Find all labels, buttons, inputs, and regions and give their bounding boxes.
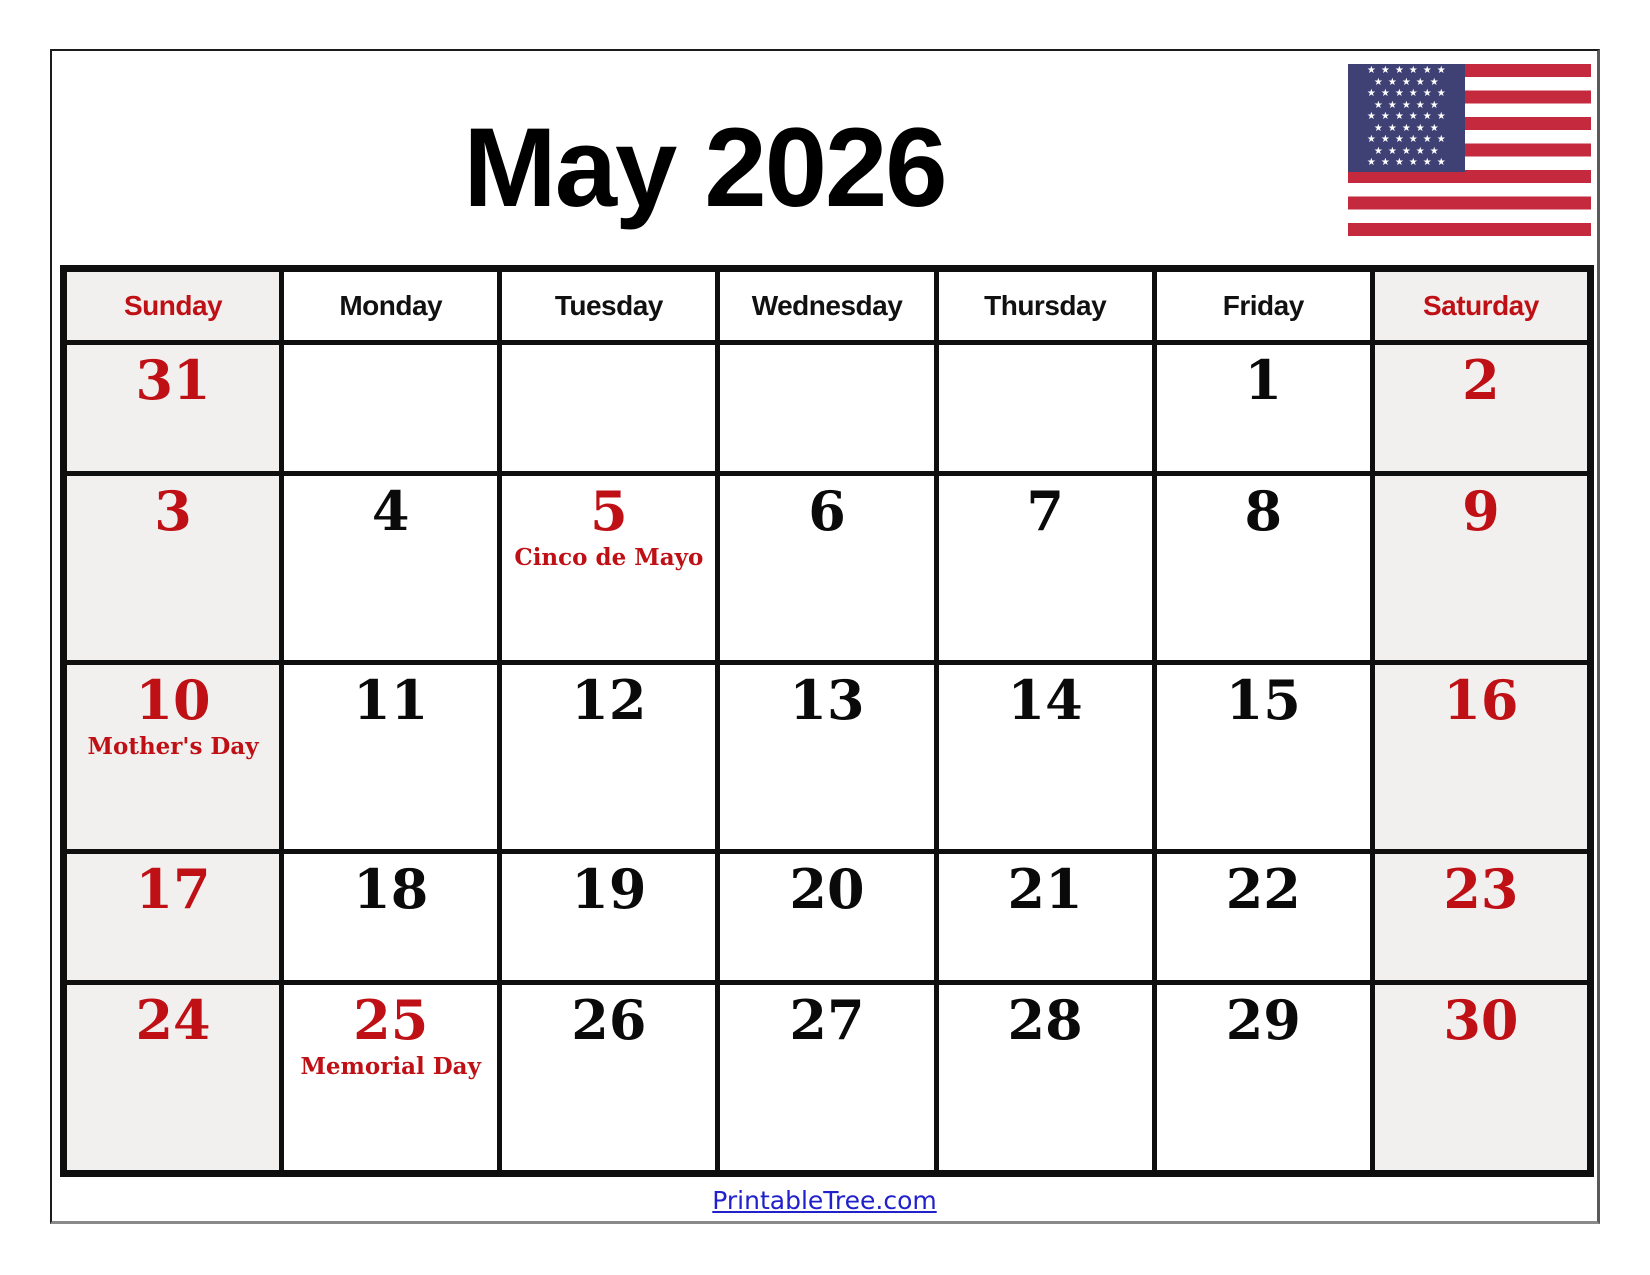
calendar-cell: [1372, 982, 1590, 1173]
date-number: 9: [1462, 478, 1500, 543]
calendar-cell: [282, 473, 500, 662]
calendar-cell: [718, 343, 936, 474]
calendar-cell: [936, 343, 1154, 474]
date-number: 6: [808, 478, 846, 543]
date-number: 26: [571, 987, 647, 1052]
us-flag-icon: [1348, 64, 1591, 236]
calendar-header: [64, 269, 1591, 343]
date-number: 5: [590, 478, 628, 543]
calendar-cell: [1372, 343, 1590, 474]
page-title: May 2026: [463, 105, 946, 230]
holiday-label: Cinco de Mayo: [514, 543, 704, 571]
date-number: 13: [789, 667, 865, 732]
calendar-cell: [1154, 982, 1372, 1173]
flag-stars-row: ★★★★★: [1373, 99, 1444, 111]
date-number: 7: [1026, 478, 1064, 543]
calendar-cell: [500, 852, 718, 983]
calendar-cell: [718, 662, 936, 851]
calendar-cell: [500, 982, 718, 1173]
date-number: 16: [1443, 667, 1519, 732]
calendar-cell: [718, 852, 936, 983]
weekday-header-thursday: Thursday: [936, 269, 1154, 343]
weekday-header-wednesday: Wednesday: [718, 269, 936, 343]
weekday-header-sunday: Sunday: [64, 269, 282, 343]
date-number: 2: [1462, 348, 1500, 412]
weekday-header-row: [64, 269, 1591, 343]
calendar-week-row: [64, 473, 1591, 662]
calendar-cell: [64, 852, 282, 983]
calendar-week-row: [64, 982, 1591, 1173]
calendar-cell: [1372, 473, 1590, 662]
calendar-page: [50, 49, 1600, 1224]
date-number: 28: [1007, 987, 1083, 1052]
date-number: 25: [353, 987, 429, 1052]
flag-stars-row: ★★★★★: [1373, 145, 1444, 157]
date-number: 24: [135, 987, 211, 1052]
weekday-header-friday: Friday: [1154, 269, 1372, 343]
calendar-cell: [936, 473, 1154, 662]
calendar-week-row: [64, 662, 1591, 851]
date-number: 20: [789, 857, 865, 922]
date-number: 30: [1443, 987, 1519, 1052]
date-number: 31: [135, 348, 211, 412]
footer: [52, 1186, 1597, 1215]
calendar-cell: [282, 852, 500, 983]
date-number: 10: [135, 667, 211, 732]
calendar-cell: [936, 982, 1154, 1173]
date-number: 12: [571, 667, 647, 732]
date-number: 21: [1007, 857, 1083, 922]
calendar-cell: [500, 343, 718, 474]
weekday-header-monday: Monday: [282, 269, 500, 343]
calendar-cell: [64, 662, 282, 851]
date-number: 4: [371, 478, 410, 543]
flag-stars-row: ★★★★★★: [1366, 111, 1451, 122]
calendar-cell: [282, 662, 500, 851]
date-number: 14: [1007, 667, 1083, 732]
calendar-cell: [936, 662, 1154, 851]
calendar-cell: [1154, 473, 1372, 662]
calendar-cell: [1154, 662, 1372, 851]
calendar-cell: [64, 343, 282, 474]
calendar-cell: [1372, 662, 1590, 851]
calendar-cell: [282, 343, 500, 474]
date-number: 8: [1244, 478, 1283, 543]
calendar-week-row: [64, 852, 1591, 983]
date-number: 27: [789, 987, 865, 1052]
date-number: 17: [135, 857, 211, 922]
calendar-cell: [500, 473, 718, 662]
date-number: 18: [353, 857, 429, 922]
flag-stars-row: ★★★★★★: [1366, 134, 1451, 145]
date-number: 15: [1225, 667, 1301, 732]
flag-stars-row: ★★★★★★: [1366, 157, 1451, 168]
calendar-cell: [500, 662, 718, 851]
calendar-body: [64, 343, 1591, 1174]
weekday-header-tuesday: Tuesday: [500, 269, 718, 343]
calendar-cell: [282, 982, 500, 1173]
flag-stars-row: ★★★★★★: [1366, 88, 1451, 99]
printabletree-link[interactable]: PrintableTree.com: [712, 1186, 937, 1215]
weekday-header-saturday: Saturday: [1372, 269, 1590, 343]
flag-stars-row: ★★★★★★: [1366, 65, 1451, 76]
calendar-cell: [1154, 343, 1372, 474]
date-number: 29: [1225, 987, 1301, 1052]
calendar-cell: [718, 473, 936, 662]
calendar-cell: [718, 982, 936, 1173]
date-number: 1: [1244, 348, 1283, 412]
date-number: 11: [353, 667, 429, 732]
flag-stars-row: ★★★★★: [1373, 76, 1444, 88]
date-number: 3: [154, 478, 192, 543]
holiday-label: Mother's Day: [87, 733, 259, 761]
calendar-cell: [1154, 852, 1372, 983]
calendar-cell: [1372, 852, 1590, 983]
holiday-label: Memorial Day: [300, 1053, 481, 1081]
date-number: 19: [571, 857, 647, 922]
calendar-cell: [64, 473, 282, 662]
flag-stars-row: ★★★★★: [1373, 122, 1444, 134]
flag-canton: [1348, 64, 1465, 172]
date-number: 22: [1225, 857, 1301, 922]
calendar-grid: [60, 265, 1594, 1177]
calendar-week-row: [64, 343, 1591, 474]
date-number: 23: [1443, 857, 1519, 922]
calendar-cell: [64, 982, 282, 1173]
calendar-cell: [936, 852, 1154, 983]
